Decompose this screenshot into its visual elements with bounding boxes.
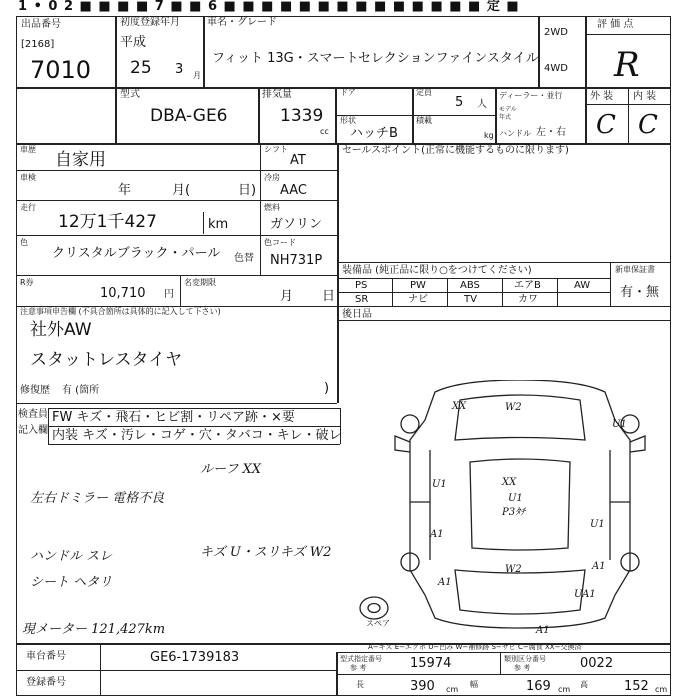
fuel-label: 燃料 (264, 203, 280, 212)
displacement: 1339 (280, 106, 324, 126)
capacity-label: 定員 (416, 88, 432, 97)
inspection-day-unit: 日) (238, 183, 257, 198)
mark-ua1-rear-corner: UA1 (574, 589, 596, 600)
width: 169 (526, 679, 551, 694)
ref-label-1: 参 考 (350, 664, 367, 672)
color-label: 色 (20, 238, 28, 247)
mark-u1-right-mirror: U1 (612, 419, 627, 430)
spare-label: スペア (366, 619, 390, 628)
inspection-month-unit: 月( (172, 183, 191, 198)
mark-a1-rear-right: A1 (592, 561, 606, 572)
door-label: ドア (340, 88, 356, 97)
model-year-label-1: モデル (499, 106, 517, 113)
drive-4wd: 4WD (544, 63, 568, 74)
mark-a1-left-rear: A1 (430, 529, 444, 540)
type-designation-label: 型式指定番号 (340, 655, 382, 663)
mark-xx-roof: XX (502, 477, 517, 488)
ref-label-2: 参 考 (514, 664, 531, 672)
mark-w2-hood: W2 (505, 402, 522, 413)
equip-pw: PW (410, 280, 426, 291)
cc-unit: cc (320, 127, 329, 136)
mark-p3-roof: P3ﾀﾁ (502, 507, 526, 518)
ac: AAC (280, 183, 307, 198)
top-strip: 1 • 0 2 ■ ■ ■ ■ 7 ■ ■ 6 ■ ■ ■ ■ ■ ■ ■ ■ ■ ■ ■ ■ ■ ■ 定 ■ (18, 0, 520, 14)
type-designation: 15974 (410, 656, 452, 671)
model: DBA-GE6 (150, 106, 228, 126)
color-category-label: 色替 (234, 253, 254, 264)
length-cm: cm (446, 685, 459, 694)
inspector-label-1: 検査員 (18, 409, 48, 420)
note-roof: ルーフ XX (200, 462, 261, 477)
dealer-label: ディーラー・並行 (499, 91, 563, 100)
lot-label: 出品番号 (21, 19, 61, 30)
inspection-label: 車検 (20, 173, 36, 182)
exterior-label: 外 装 (590, 91, 614, 102)
first-reg-label: 初度登録年月 (120, 17, 180, 28)
width-cm: cm (558, 685, 571, 694)
fuel: ガソリン (270, 217, 323, 232)
year: 25 (130, 58, 152, 78)
repair-label: 修復歴 (20, 385, 50, 396)
mark-a1-rear-left: A1 (438, 577, 452, 588)
name-change-day: 日 (322, 289, 336, 304)
note-seat: シート ヘタリ (30, 575, 113, 590)
usage: 自家用 (55, 150, 106, 170)
mileage: 12万1千427 (58, 212, 157, 232)
new-warranty-label: 新車保証書 (615, 265, 655, 274)
note-handle: ハンドル スレ (30, 549, 113, 564)
usage-label: 車歴 (20, 145, 36, 154)
capacity: 5 (455, 95, 464, 110)
length: 390 (410, 679, 435, 694)
note-studless: スタットレスタイヤ (30, 350, 183, 370)
exterior-grade: C (596, 110, 616, 140)
inspector-label-2: 記入欄 (18, 425, 48, 436)
registration-label: 登録番号 (26, 677, 66, 688)
equip-leather: カワ (518, 294, 538, 305)
month-unit: 月 (193, 71, 201, 80)
model-year-label-2: 年式 (499, 114, 512, 121)
note-mirror: 左右ドミラー 電格不良 (30, 491, 165, 506)
recycle-label: R券 (20, 278, 34, 287)
class-label: 類別区分番号 (504, 655, 546, 663)
capacity-unit: 人 (477, 99, 487, 110)
shape-label: 形状 (340, 116, 356, 125)
note-meter: 現メーター 121,427km (22, 622, 166, 637)
interior-grade: C (638, 110, 658, 140)
color-code: NH731P (270, 253, 323, 268)
name-change-label: 名変期限 (184, 278, 216, 287)
inspection-year-unit: 年 (118, 183, 132, 198)
auction-sheet: 1 • 0 2 ■ ■ ■ ■ 7 ■ ■ 6 ■ ■ ■ ■ ■ ■ ■ ■ ■ ■ ■ ■ ■ ■ 定 ■ 出品番号 [2168] 7010 初度登録年月 平成 25 3 月 車名・グレード フィット 13G・スマートセレクションファインスタイル 2WD 4WD 評 価 点 R 型式 DBA-GE6 排気量 1339 cc ドア 定員 5 人 形状 ハッチB 積載 kg ディーラー・並行 モデル 年式 ハンドル 左・右 外 装 内 装 C C 車歴 自家用 シフト AT 車検 年 月( 日) 冷房 AAC 走行 12万1千427 km 燃料 ガソリン 色 クリスタルブラック・パール 色替 色コード NH731P R券 10,710 円 名変期限 月 日 注意事項申告欄 (不具合箇所は具体的に記入して下さい) 社外AW スタットレスタイヤ 修復歴 有 (箇所 ) セールスポイント(正常に機能するものに限ります) 装備品 (純正品に限り○をつけてください) 新車保証書 有・無 PS PW ABS エアB AW SR ナビ TV カワ 後日品 検査員 記入欄 FW キズ・飛石・ヒビ割・リペア跡・×要 内装 キズ・汚レ・コゲ・穴・タバコ・キレ・破レ ルーフ XX 左右ドミラー 電格不良 ハンドル スレ シート ヘタリ キズ U・スリキズ W2 現メーター 121,427km XX W2 U1 XX U1 P3ﾀﾁ U1 U1 A1 W2 A1 A1 UA1 A1 スペア A−キズ E−エクボ U−凹み W−補修跡 S−サビ C−腐食 XX−交換済 車台番号 GE6-1739183 登録番号 型式指定番号 参 考 15974 類別区分番号 参 考 0022 長 390 cm 幅 169 cm 高 152 cm (0, 0, 700, 700)
chassis-number: GE6-1739183 (150, 650, 240, 665)
interior-row: 内装 キズ・汚レ・コゲ・穴・タバコ・キレ・破レ (52, 428, 342, 443)
fw-row: FW キズ・飛石・ヒビ割・リペア跡・×要 (52, 410, 295, 425)
height-label: 高 (580, 680, 588, 689)
km-unit: km (208, 217, 229, 232)
handle: 左・右 (536, 127, 566, 138)
color-code-label: 色コード (264, 238, 296, 247)
model-label: 型式 (120, 89, 140, 100)
ac-label: 冷房 (264, 173, 280, 182)
equipment-label: 装備品 (純正品に限り○をつけてください) (342, 265, 532, 276)
mark-a1-rear-bumper: A1 (536, 625, 550, 636)
interior-label: 内 装 (633, 91, 657, 102)
equip-abs: ABS (460, 280, 480, 291)
mileage-label: 走行 (20, 203, 36, 212)
era: 平成 (120, 35, 147, 50)
damage-legend: A−キズ E−エクボ U−凹み W−補修跡 S−サビ C−腐食 XX−交換済 (368, 643, 582, 651)
lot-number: 7010 (30, 56, 92, 84)
equip-ps: PS (355, 280, 368, 291)
shape: ハッチB (350, 126, 398, 141)
height: 152 (624, 679, 649, 694)
shift-label: シフト (264, 145, 288, 154)
sales-point-label: セールスポイント(正常に機能するものに限ります) (342, 145, 569, 156)
mark-u1-right-door: U1 (590, 519, 605, 530)
later-items-label: 後日品 (342, 309, 372, 320)
chassis-label: 車台番号 (26, 651, 66, 662)
rating-label: 評 価 点 (597, 19, 634, 30)
car-name: フィット 13G・スマートセレクションファインスタイル (212, 51, 539, 66)
equip-aw: AW (574, 280, 591, 291)
notes-label: 注意事項申告欄 (不具合箇所は具体的に記入して下さい) (20, 307, 221, 316)
mark-xx-front-left: XX (452, 401, 467, 412)
month: 3 (175, 62, 184, 77)
equip-navi: ナビ (408, 294, 428, 305)
mark-w2-trunk: W2 (505, 564, 522, 575)
drive-2wd: 2WD (544, 27, 568, 38)
name-change-month: 月 (280, 289, 294, 304)
rating: R (614, 45, 640, 85)
length-label: 長 (356, 680, 364, 689)
mark-u1-roof: U1 (508, 493, 523, 504)
name-label: 車名・グレード (207, 17, 277, 28)
note-scratch: キズ U・スリキズ W2 (200, 545, 332, 560)
yen-unit: 円 (164, 289, 174, 300)
payload-label: 積載 (416, 116, 432, 125)
car-diagram (340, 380, 670, 630)
class-number: 0022 (580, 656, 614, 671)
warranty: 有・無 (620, 285, 660, 300)
handle-label: ハンドル (499, 129, 531, 138)
recycle-amount: 10,710 (100, 286, 146, 301)
displacement-label: 排気量 (262, 89, 292, 100)
width-label: 幅 (470, 680, 478, 689)
kg-unit: kg (484, 131, 494, 140)
repair: 有 (箇所 (62, 385, 100, 396)
lot-sub: [2168] (21, 39, 55, 50)
height-cm: cm (655, 685, 668, 694)
equip-airbag: エアB (514, 280, 541, 291)
mark-u1-left-door: U1 (432, 479, 447, 490)
equip-sr: SR (355, 294, 369, 305)
color: クリスタルブラック・パール (52, 246, 221, 261)
note-aw: 社外AW (30, 320, 92, 340)
shift: AT (290, 153, 306, 168)
equip-tv: TV (464, 294, 477, 305)
